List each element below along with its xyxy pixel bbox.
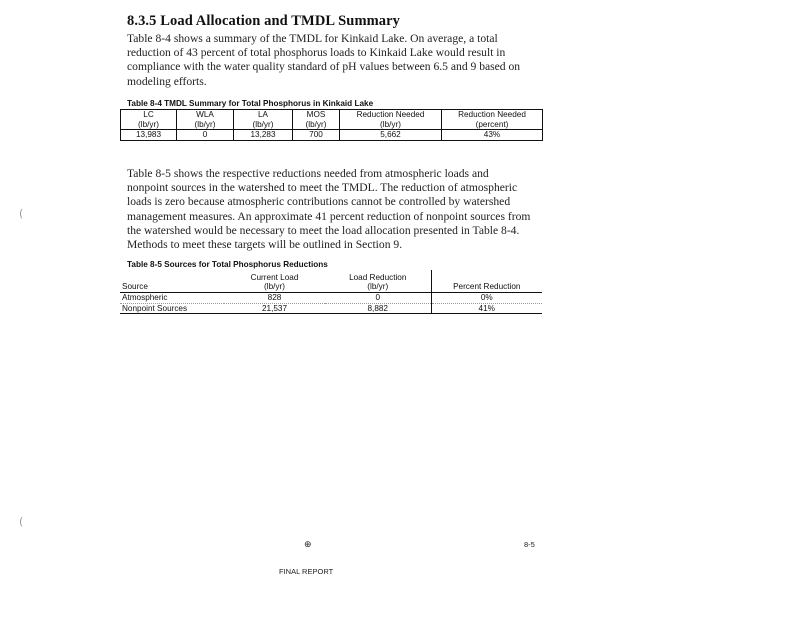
footer-logo-icon: ⊕ [304, 539, 312, 549]
paragraph-line: nonpoint sources in the watershed to meet the TMDL. The reduction of atmospheric [127, 181, 518, 195]
header-cell: LA (lb/yr) [234, 110, 293, 130]
table-8-4-caption: Table 8-4 TMDL Summary for Total Phosphorus in Kinkaid Lake [127, 99, 374, 108]
header-cell: LC (lb/yr) [121, 110, 177, 130]
header-cell: Load Reduction (lb/yr) [325, 270, 431, 293]
header-cell: Source [120, 270, 224, 293]
table-row [121, 130, 543, 141]
table-cell: 828 [224, 293, 325, 304]
intro-paragraph [127, 32, 542, 89]
table-cell: 43% [442, 130, 543, 141]
table-cell: 13,983 [135, 130, 162, 140]
header-cell: WLA (lb/yr) [177, 110, 234, 130]
footer-report-label: FINAL REPORT [279, 567, 334, 576]
tmdl-summary-table [120, 109, 543, 141]
header-cell: Percent Reduction [431, 270, 542, 293]
header-cell: Current Load (lb/yr) [224, 270, 325, 293]
section-heading: 8.3.5 Load Allocation and TMDL Summary [127, 13, 401, 29]
table-row [120, 293, 542, 304]
table-cell: 13,283 [234, 130, 293, 141]
table-cell: 0 [177, 130, 234, 141]
table-cell: 41% [431, 303, 542, 314]
table-header-row [120, 270, 542, 293]
table-cell: 5,662 [340, 130, 442, 141]
table-cell: 0% [431, 293, 542, 304]
table-cell: 21,537 [224, 303, 325, 314]
margin-mark: ( [19, 515, 24, 528]
paragraph-line: Table 8-4 shows a summary of the TMDL for Kinkaid Lake. On average, a total [127, 32, 498, 45]
table-cell: 8,882 [325, 303, 431, 314]
paragraph-line: Table 8-5 shows the respective reductions needed from atmospheric loads and [127, 167, 489, 180]
paragraph-line: reduction of 43 percent of total phosphorus loads to Kinkaid Lake would result in [127, 46, 506, 60]
paragraph-line: the watershed would be necessary to meet the load allocation presented in Table 8-4. [127, 223, 520, 237]
paragraph-line: compliance with the water quality standard of pH values between 6.5 and 9 based on [127, 60, 521, 74]
header-cell: Reduction Needed (percent) [442, 110, 543, 130]
table-cell: Nonpoint Sources [120, 303, 224, 314]
header-cell: Reduction Needed (lb/yr) [340, 110, 442, 130]
phosphorus-sources-table [120, 270, 542, 314]
paragraph-line: loads is zero because atmospheric contributions cannot be controlled by watershed [127, 195, 511, 209]
table-row [120, 303, 542, 314]
table-header-row [121, 110, 543, 130]
reductions-paragraph [127, 167, 542, 252]
paragraph-line: modeling efforts. [127, 74, 207, 88]
page-number: 8-5 [524, 540, 535, 549]
table-cell: 0 [325, 293, 431, 304]
table-cell: 700 [293, 130, 340, 141]
paragraph-line: management measures. An approximate 41 percent reduction of nonpoint sources from [127, 209, 531, 223]
table-8-5-caption: Table 8-5 Sources for Total Phosphorus Reductions [127, 260, 328, 269]
margin-mark: ( [19, 207, 24, 220]
paragraph-line: Methods to meet these targets will be outlined in Section 9. [127, 238, 403, 252]
header-cell: MOS (lb/yr) [293, 110, 340, 130]
table-cell: Atmospheric [120, 293, 224, 304]
